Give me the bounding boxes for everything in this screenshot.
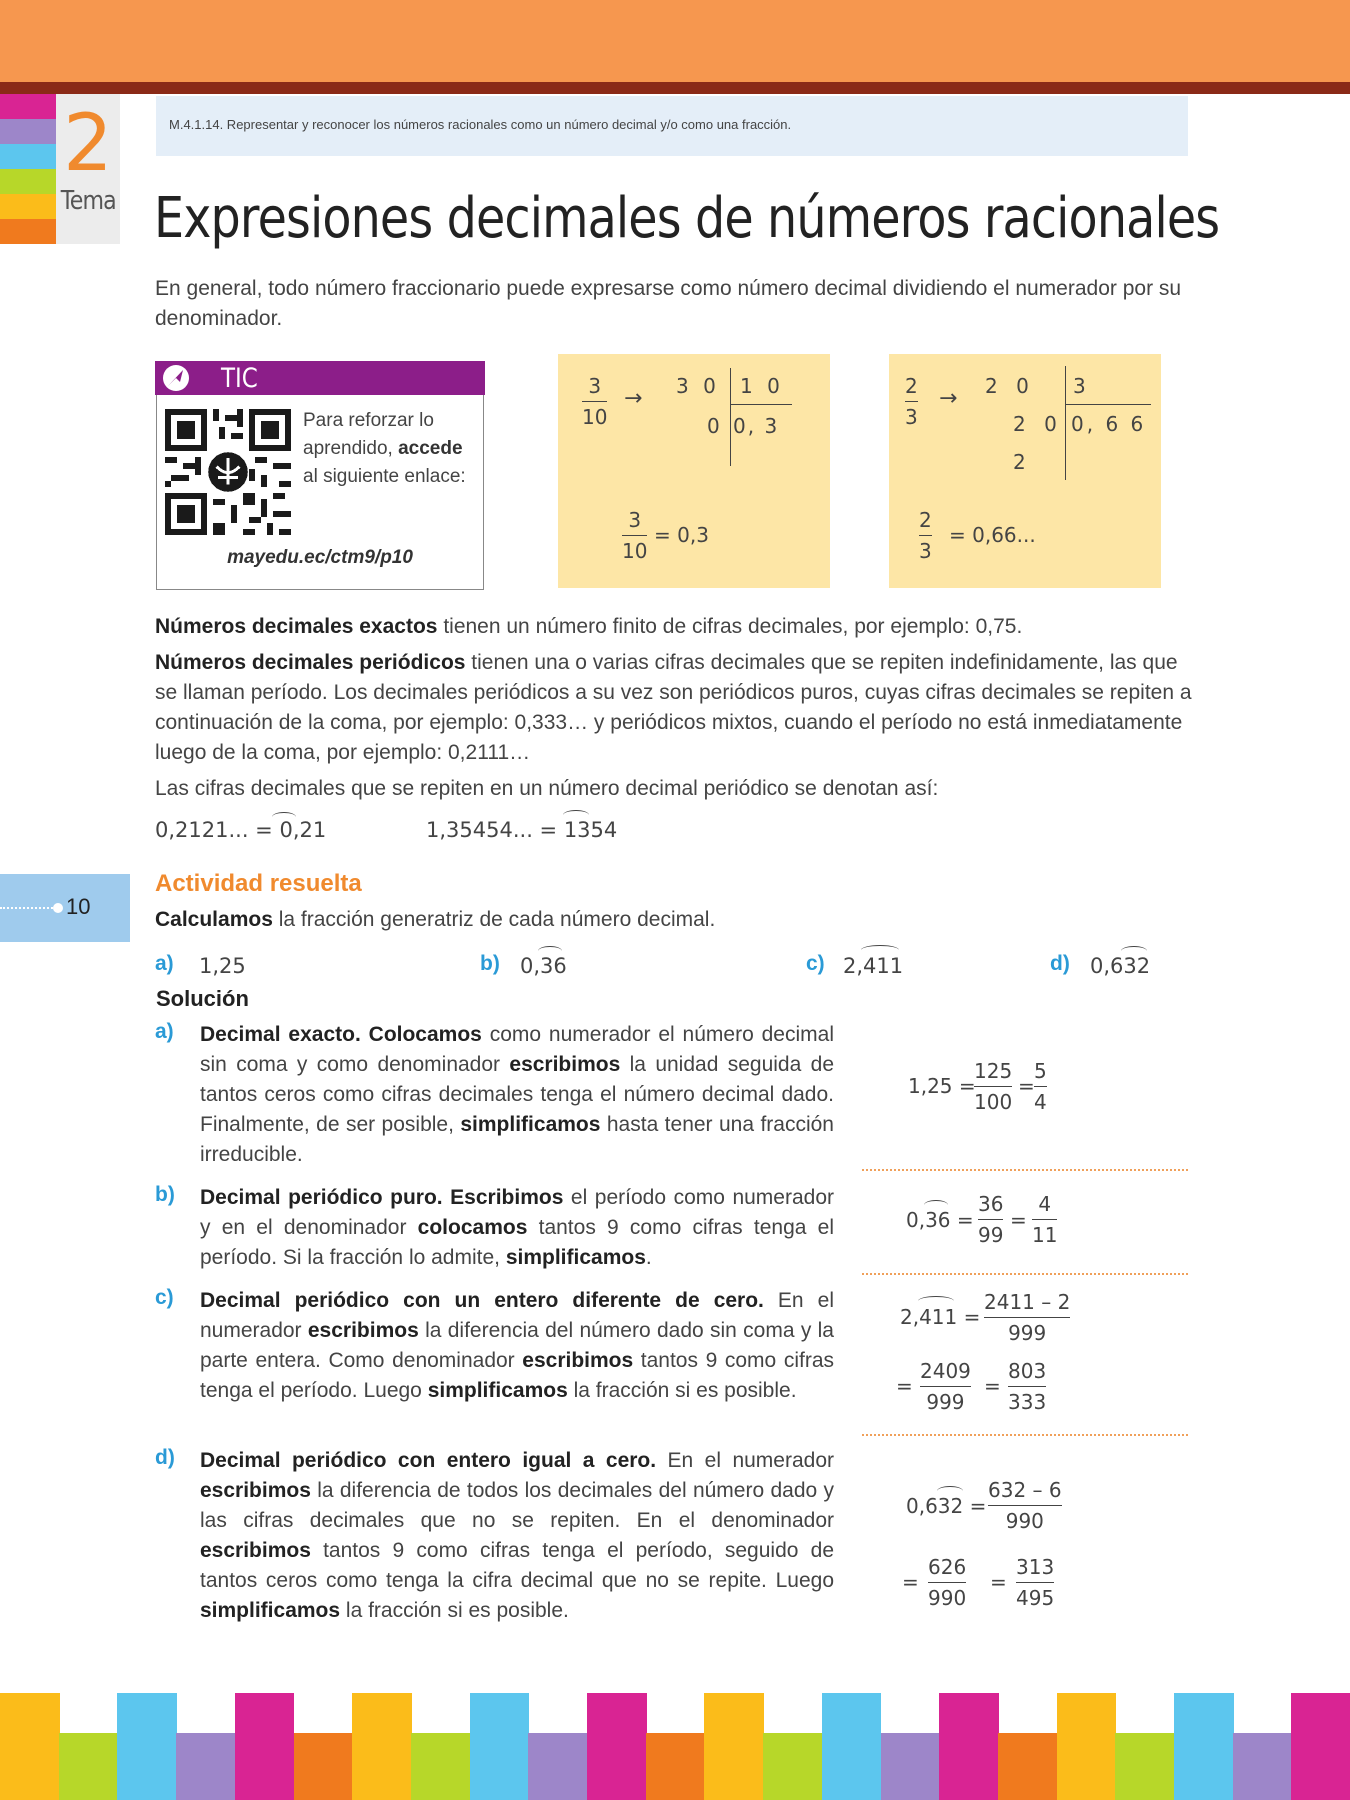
decor-block (646, 1733, 706, 1800)
period-arc (924, 1200, 948, 1210)
page-number-tab (0, 874, 130, 942)
decor-block (1291, 1693, 1350, 1800)
result-a-lhs: 1,25 = (908, 1074, 976, 1098)
step-b-label: b) (155, 1183, 175, 1206)
period-arc (272, 812, 296, 822)
decor-block (117, 1693, 177, 1800)
theme-tab (56, 94, 120, 244)
notation-text: Las cifras decimales que se repiten en un número decimal periódico se denotan así: (155, 777, 939, 800)
division-2-remainder: 2 (1013, 450, 1026, 474)
item-b-label: b) (480, 952, 500, 975)
result-d-fraction-1: 632 – 6 990 (988, 1478, 1062, 1533)
curriculum-standard: M.4.1.14. Representar y reconocer los números racionales como un número decimal y/o como una fracción. (156, 96, 1188, 156)
page-title: Expresiones decimales de números racionales (154, 186, 1220, 251)
decor-block (822, 1693, 882, 1800)
decor-block (235, 1693, 295, 1800)
decor-block (881, 1733, 941, 1800)
bottom-decoration (0, 1693, 1350, 1800)
top-banner (0, 0, 1350, 82)
decor-block (763, 1733, 823, 1800)
division-2-step: 2 0 (1013, 412, 1063, 436)
period-arc (1121, 946, 1147, 956)
period-arc (563, 810, 589, 820)
step-c-label: c) (155, 1286, 174, 1309)
theme-number: 2 (63, 99, 113, 189)
decor-block (0, 1693, 60, 1800)
decor-block (998, 1733, 1058, 1800)
decor-block (528, 1733, 588, 1800)
item-a-label: a) (155, 952, 174, 975)
division-2-fraction: 2 3 (905, 374, 918, 429)
step-a-text: Decimal exacto. Colocamos como numerador el número decimal sin coma y como denominador escribimos la unidad seguida de tantos ceros como cifras decimales tenga el número decimal dado. Finalmente, de ser posible, simplificamos hasta tener una fracción irreducible. (200, 1023, 835, 1166)
division-1-result-fraction: 3 10 (622, 508, 648, 563)
result-b-lhs: 0,36 = (906, 1208, 974, 1232)
item-d-label: d) (1050, 952, 1070, 975)
equals-sign: = (896, 1374, 913, 1398)
item-c-value: 2,411 (843, 954, 904, 978)
periodic-definition: Números decimales periódicos tienen una o varias cifras decimales que se repiten indefinidamente, las que se llaman período. Los decimales periódicos a su vez son periódicos puros, cuyas cifras decimales se repiten a continuación de la coma, por ejemplo: 0,333… y periódicos mixtos, cuando el período no está inmediatamente luego de la coma, por ejemplo: 0,2111… (155, 651, 1192, 764)
step-c-text: Decimal periódico con un entero diferente de cero. En el numerador escribimos la diferencia del número dado sin coma y la parte entera. Como denominador escribimos tantos 9 como cifras tenga el período. Luego simplificamos la fracción si es posible. (200, 1289, 835, 1402)
result-a-fraction-2: 5 4 (1034, 1059, 1047, 1114)
page-number: 10 (66, 894, 91, 919)
step-d-label: d) (155, 1446, 175, 1469)
division-2-vline (1065, 366, 1066, 480)
equals-sign: = (902, 1570, 919, 1594)
result-d-fraction-3: 313 495 (1016, 1555, 1055, 1610)
division-1-dividend: 3 0 (676, 374, 720, 398)
decor-block (1174, 1693, 1234, 1800)
tic-box (156, 362, 484, 590)
solution-label: Solución (156, 986, 249, 1011)
division-1-divisor: 1 0 (740, 374, 784, 398)
decor-block (59, 1733, 119, 1800)
division-1-fraction: 3 10 (582, 374, 608, 429)
arrow-icon: → (624, 386, 643, 411)
color-stripes (0, 94, 56, 244)
separator (862, 1434, 1188, 1436)
step-b-text: Decimal periódico puro. Escribimos el período como numerador y en el denominador colocamos tantos 9 como cifras tenga el período. Si la fracción lo admite, simplificamos. (200, 1186, 835, 1269)
period-arc (861, 945, 899, 955)
decor-block (1115, 1733, 1175, 1800)
tic-link[interactable]: mayedu.ec/ctm9/p10 (227, 547, 413, 568)
arrow-icon: → (939, 386, 958, 411)
result-c-fraction-2: 2409 999 (920, 1359, 971, 1414)
decor-block (1233, 1733, 1293, 1800)
result-d-fraction-2: 626 990 (928, 1555, 967, 1610)
decor-block (176, 1733, 236, 1800)
theme-label: Tema (60, 186, 116, 216)
decor-block (352, 1693, 412, 1800)
activity-title: Actividad resuelta (155, 870, 362, 897)
division-2-dividend: 2 0 (985, 374, 1035, 398)
notation-example-1: 0,2121... = 0,21 (155, 818, 327, 842)
decor-block (294, 1733, 354, 1800)
item-d-value: 0,632 (1090, 954, 1151, 978)
qr-code[interactable] (165, 409, 291, 535)
result-c-fraction-3: 803 333 (1008, 1359, 1047, 1414)
division-2-hline (1065, 404, 1151, 405)
result-c-fraction-1: 2411 – 2 999 (984, 1290, 1071, 1345)
equals-sign: = (990, 1570, 1007, 1594)
result-b-fraction-1: 36 99 (978, 1192, 1004, 1247)
division-2-result: = 0,66... (949, 523, 1036, 547)
cursor-arrow-icon (159, 363, 193, 393)
division-1-remainder: 0 (707, 414, 720, 438)
period-arc (918, 1296, 954, 1306)
division-box-2 (889, 354, 1161, 588)
decor-block (1057, 1693, 1117, 1800)
decor-block (470, 1693, 530, 1800)
separator (862, 1273, 1188, 1275)
activity-description: Calculamos la fracción generatriz de cada número decimal. (155, 908, 716, 931)
top-banner-line (0, 82, 1350, 94)
equals-sign: = (1018, 1074, 1035, 1098)
tic-text-bold: accede (398, 438, 463, 459)
equals-sign: = (1010, 1208, 1027, 1232)
result-d-lhs: 0,632 = (906, 1494, 987, 1518)
division-1-hline (730, 404, 792, 405)
decor-block (704, 1693, 764, 1800)
period-arc (538, 946, 562, 956)
result-a-fraction-1: 125 100 (974, 1059, 1013, 1114)
decor-block (939, 1693, 999, 1800)
item-c-label: c) (806, 952, 825, 975)
decor-block (411, 1733, 471, 1800)
result-c-lhs: 2,411 = (900, 1305, 981, 1329)
division-box-1 (558, 354, 830, 588)
notation-example-2: 1,35454... = 1354 (426, 818, 618, 842)
period-arc (937, 1486, 963, 1496)
item-a-value: 1,25 (199, 954, 246, 978)
division-2-quotient: 0, 6 6 (1071, 412, 1147, 436)
tic-header (155, 361, 485, 395)
decor-block (587, 1693, 647, 1800)
definitions (155, 612, 1195, 810)
item-b-value: 0,36 (520, 954, 567, 978)
result-b-fraction-2: 4 11 (1032, 1192, 1058, 1247)
step-d-text: Decimal periódico con entero igual a cero. En el numerador escribimos la diferencia de todos los decimales del número dado y las cifras decimales que no se repiten. En el denominador escribimos tantos 9 como cifras tenga el período, seguido de tantos ceros como tenga la cifra decimal que no se repite. Luego simplificamos la fracción si es posible. (200, 1449, 835, 1622)
division-1-vline (730, 368, 731, 466)
tic-title: TIC (221, 363, 258, 394)
division-1-quotient: 0, 3 (733, 414, 780, 438)
tic-text: Para reforzar lo aprendido, accede al siguiente enlace: (303, 410, 466, 487)
step-a-label: a) (155, 1020, 174, 1043)
division-2-divisor: 3 (1073, 374, 1086, 398)
intro-paragraph: En general, todo número fraccionario puede expresarse como número decimal dividiendo el numerador por su denominador. (155, 277, 1182, 330)
equals-sign: = (984, 1374, 1001, 1398)
exact-definition: Números decimales exactos tienen un número finito de cifras decimales, por ejemplo: 0,75. (155, 615, 1023, 638)
division-2-result-fraction: 2 3 (919, 508, 932, 563)
separator (862, 1169, 1188, 1171)
division-1-result: = 0,3 (654, 523, 709, 547)
